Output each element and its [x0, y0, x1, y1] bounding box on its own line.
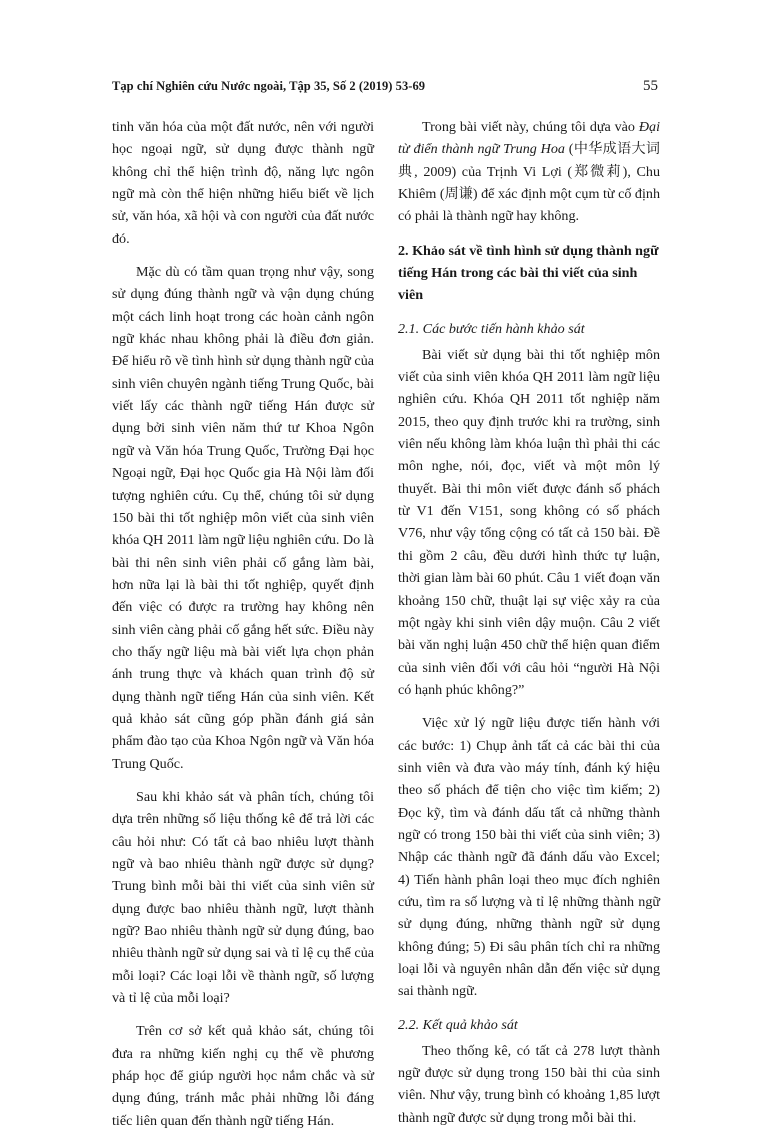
paragraph: Sau khi khảo sát và phân tích, chúng tôi dựa trên những số liệu thống kê để trả lời các câu hỏi như: Có tất cả bao nhiêu lượt thành ngữ và bao nhiêu thành ngữ được sử dụng? Trung bình mỗi bài thi viết của sinh viên sử dụng được bao nhiêu thành ngữ, lượt thành ngữ? Bao nhiêu thành ngữ sử dụng đúng, bao nhiêu thành ngữ sử dụng sai và tỉ lệ cụ thể của mỗi loại? Các loại lỗi về thành ngữ, số lượng và tỉ lệ của mỗi loại?: [112, 788, 374, 1007]
text-run: Trong bài viết này, chúng tôi dựa vào: [422, 119, 639, 135]
section-heading: 2. Khảo sát về tình hình sử dụng thành ngữ tiếng Hán trong các bài thi viết của sinh viên: [398, 242, 659, 303]
paragraph: tinh văn hóa của một đất nước, nên với người học ngoại ngữ, sử dụng được thành ngữ không chỉ thể hiện trình độ, năng lực ngôn ngữ mà còn thể hiện những hiểu biết về lịch sử, văn hóa, xã hội và con người của đất nước đó.: [112, 119, 374, 247]
journal-citation: Tạp chí Nghiên cứu Nước ngoài, Tập 35, Số 2 (2019) 53-69: [112, 79, 426, 93]
dictionary-title: Đại từ điển thành ngữ Trung Hoa: [398, 119, 660, 158]
paragraph: Trên cơ sở kết quả khảo sát, chúng tôi đưa ra những kiến nghị cụ thể về phương pháp học để giúp người học nắm chắc và sử dụng đúng, tránh mắc phải những lỗi đáng tiếc liên quan đến thành ngữ tiếng Hán.: [112, 1023, 374, 1129]
paragraph: Bài viết sử dụng bài thi tốt nghiệp môn viết của sinh viên khóa QH 2011 làm ngữ liệu nghiên cứu. Khóa QH 2011 tốt nghiệp năm 2015, theo quy định trước khi ra trường, sinh viên nếu không làm khóa luận thì phải thi các môn nghe, nói, đọc, viết và một môn lý thuyết. Bài thi môn viết được đánh số phách từ V1 đến V151, song không có số phách V76, như vậy tổng cộng có tất cả 150 bài. Đề thi gồm 2 câu, đều dưới hình thức tự luận, thời gian làm bài 60 phút. Câu 1 viết đoạn văn khoảng 150 chữ, thuật lại sự việc xảy ra của một ngày khi sinh viên dậy muộn. Câu 2 viết bài văn nghị luận 450 chữ thể hiện quan điểm của sinh viên đối với câu hỏi “người Hà Nội có hạnh phúc không?”: [398, 346, 660, 698]
right-column: [398, 116, 660, 1140]
subsection-heading: 2.1. Các bước tiến hành khảo sát: [398, 320, 585, 337]
paragraph: Việc xử lý ngữ liệu được tiến hành với các bước: 1) Chụp ảnh tất cả các bài thi của sinh viên và đưa vào máy tính, đánh ký hiệu theo số phách để tiện cho việc tìm kiếm; 2) Đọc kỹ, tìm và đánh dấu tất cả những thành ngữ có trong 150 bài thi viết của sinh viên; 3) Nhập các thành ngữ đã đánh dấu vào Excel; 4) Tiến hành phân loại theo mục đích nghiên cứu, tìm ra số lượng và tỉ lệ những thành ngữ sử dụng đúng, những thành ngữ sử dụng không đúng; 5) Đi sâu phân tích chỉ ra những loại lỗi và nguyên nhân dẫn đến việc sử dụng sai thành ngữ.: [398, 715, 660, 1000]
left-column: [112, 116, 374, 1143]
paragraph: Theo thống kê, có tất cả 278 lượt thành ngữ được sử dụng trong 150 bài thi của sinh viên. Như vậy, trung bình có khoảng 1,85 lượt thành ngữ được sử dụng trong mỗi bài thi.: [398, 1042, 660, 1126]
paragraph: [398, 116, 660, 228]
running-header: [112, 78, 658, 102]
text-run: (中华成语大词典, 2009) của Trịnh Vi Lợi (郑微莉), Chu Khiêm (周谦) để xác định một cụm từ cố định có phải là thành ngữ hay không.: [398, 141, 661, 225]
page-number: 55: [643, 78, 658, 94]
paragraph: Mặc dù có tầm quan trọng như vậy, song sử dụng đúng thành ngữ và vận dụng chúng một cách linh hoạt trong các hoàn cảnh ngôn ngữ khác nhau không phải là điều đơn giản. Để hiểu rõ về tình hình sử dụng thành ngữ của sinh viên chuyên ngành tiếng Trung Quốc, bài viết lấy các thành ngữ tiếng Hán được sử dụng bởi sinh viên năm thứ tư Khoa Ngôn ngữ và Văn hóa Trung Quốc, Trường Đại học Ngoại ngữ, Đại học Quốc gia Hà Nội làm đối tượng nghiên cứu. Cụ thể, chúng tôi sử dụng 150 bài thi tốt nghiệp môn viết của sinh viên khóa QH 2011 làm ngữ liệu nghiên cứu. Do là bài thi nên sinh viên phải cố gắng làm bài, hơn nữa lại là bài thi tốt nghiệp, quyết định đến việc có được ra trường hay không nên sinh viên càng phải cố gắng hết sức. Điều này cho thấy ngữ liệu mà bài viết lựa chọn phản ánh trung thực và khách quan trình độ sử dụng thành ngữ tiếng Hán của sinh viên. Kết quả khảo sát cũng góp phần đánh giá sản phẩm đào tạo của Khoa Ngôn ngữ và Văn hóa Trung Quốc.: [112, 264, 374, 772]
subsection-heading: 2.2. Kết quả khảo sát: [398, 1016, 518, 1033]
